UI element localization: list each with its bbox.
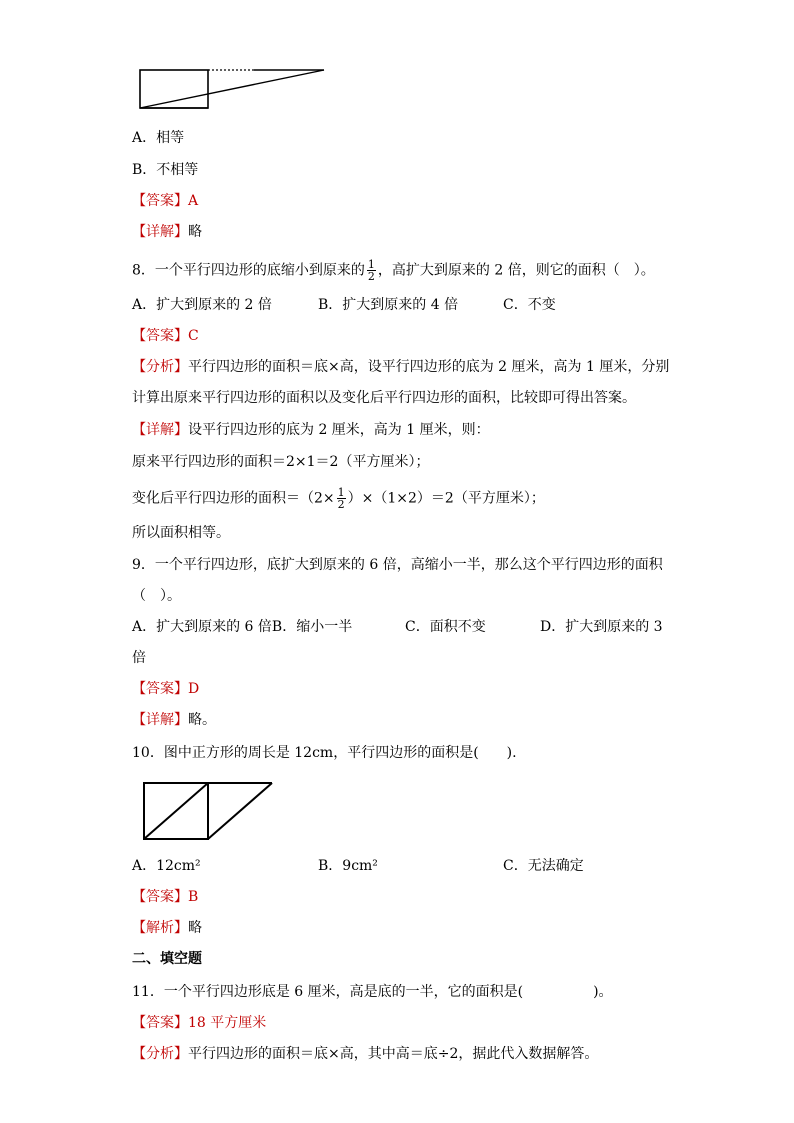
- q10-option-c: C．无法确定: [503, 858, 584, 874]
- answer-tag: 【答案】: [132, 889, 188, 905]
- option-a: A．相等: [132, 130, 185, 146]
- detail-tag: 【详解】: [132, 712, 188, 728]
- q8-detail-3: [132, 487, 545, 510]
- q9-stem-1: 9．一个平行四边形，底扩大到原来的 6 倍，高缩小一半，那么这个平行四边形的面积: [132, 557, 663, 573]
- answer-tag: 【答案】: [132, 1015, 188, 1031]
- q8-answer: [132, 326, 199, 346]
- detail-3-post: ）×（1×2）＝2（平方厘米）；: [347, 490, 545, 507]
- fraction-denominator: 2: [337, 498, 345, 511]
- analysis-tag: 【分析】: [132, 1046, 188, 1062]
- detail-tag: 【详解】: [132, 422, 188, 438]
- q8-option-c: C．不变: [503, 297, 556, 313]
- section-heading: 二、填空题: [132, 951, 202, 967]
- parallelogram-diagonal-edge: [140, 70, 324, 108]
- analysis-text: 平行四边形的面积＝底×高，设平行四边形的底为 2 厘米，高为 1 厘米，分别: [188, 359, 670, 375]
- q9-option-c: C．面积不变: [405, 619, 486, 635]
- answer-tag: 【答案】: [132, 681, 188, 697]
- rectangle-shape: [140, 70, 208, 108]
- q8-analysis-2: 计算出原来平行四边形的面积以及变化后平行四边形的面积，比较即可得出答案。: [132, 390, 636, 406]
- fraction-numerator: 1: [367, 258, 375, 271]
- q8-analysis-1: [132, 357, 669, 377]
- fraction-numerator: 1: [337, 486, 345, 499]
- rectangle-parallelogram-figure: [134, 64, 330, 114]
- fraction-half: [337, 487, 346, 510]
- q9-option-d-cont: 倍: [132, 650, 146, 666]
- answer-value: B: [188, 889, 199, 905]
- analysis-tag: 【解析】: [132, 920, 188, 936]
- q10-answer: [132, 887, 198, 907]
- q8-detail-4: 所以面积相等。: [132, 525, 230, 541]
- q10-analysis: [132, 918, 202, 938]
- q8-option-b: B．扩大到原来的 4 倍: [318, 297, 459, 313]
- q10-option-a: A．12cm²: [132, 858, 201, 874]
- q11-stem: 11．一个平行四边形底是 6 厘米，高是底的一半，它的面积是( )。: [132, 984, 613, 1000]
- q10-option-b: B．9cm²: [318, 858, 378, 874]
- detail-text: 设平行四边形的底为 2 厘米，高为 1 厘米，则：: [188, 422, 490, 438]
- answer-value: 18 平方厘米: [188, 1015, 267, 1031]
- detail-3-pre: 变化后平行四边形的面积＝（2×: [132, 490, 335, 507]
- q10-stem: 10．图中正方形的周长是 12cm，平行四边形的面积是( ).: [132, 745, 517, 761]
- detail-text: 略: [188, 224, 202, 240]
- q8-detail-1: [132, 420, 490, 440]
- fraction-denominator: 2: [367, 270, 375, 283]
- q11-answer: [132, 1013, 266, 1033]
- parallelogram-left-edge: [144, 783, 208, 839]
- parallelogram-right-edge: [208, 783, 272, 839]
- answer-value: A: [188, 193, 199, 209]
- q9-stem-2: （ ）。: [132, 588, 181, 604]
- q9-option-d: D．扩大到原来的 3: [540, 619, 663, 635]
- q11-analysis: [132, 1044, 598, 1064]
- option-b: B．不相等: [132, 162, 199, 178]
- fraction-half: [367, 259, 376, 282]
- answer-value: D: [188, 681, 200, 697]
- q7-detail: [132, 222, 202, 242]
- q8-stem-post: ，高扩大到原来的 2 倍，则它的面积（ ）。: [377, 262, 655, 279]
- q8-stem: [132, 259, 655, 282]
- detail-text: 略。: [188, 712, 216, 728]
- q8-detail-2: 原来平行四边形的面积＝2×1＝2（平方厘米）；: [132, 454, 430, 470]
- q8-option-a: A．扩大到原来的 2 倍: [132, 297, 272, 313]
- square-parallelogram-figure: [138, 778, 278, 844]
- answer-tag: 【答案】: [132, 328, 188, 344]
- q9-detail: [132, 710, 216, 730]
- analysis-tag: 【分析】: [132, 359, 188, 375]
- answer-tag: 【答案】: [132, 193, 188, 209]
- analysis-text: 略: [188, 920, 202, 936]
- detail-tag: 【详解】: [132, 224, 188, 240]
- q8-stem-pre: 8．一个平行四边形的底缩小到原来的: [132, 262, 365, 279]
- q7-answer: [132, 191, 198, 211]
- q9-options-ab: A．扩大到原来的 6 倍B．缩小一半: [132, 619, 353, 635]
- q9-answer: [132, 679, 199, 699]
- analysis-text: 平行四边形的面积＝底×高，其中高＝底÷2，据此代入数据解答。: [188, 1046, 599, 1062]
- answer-value: C: [188, 328, 199, 344]
